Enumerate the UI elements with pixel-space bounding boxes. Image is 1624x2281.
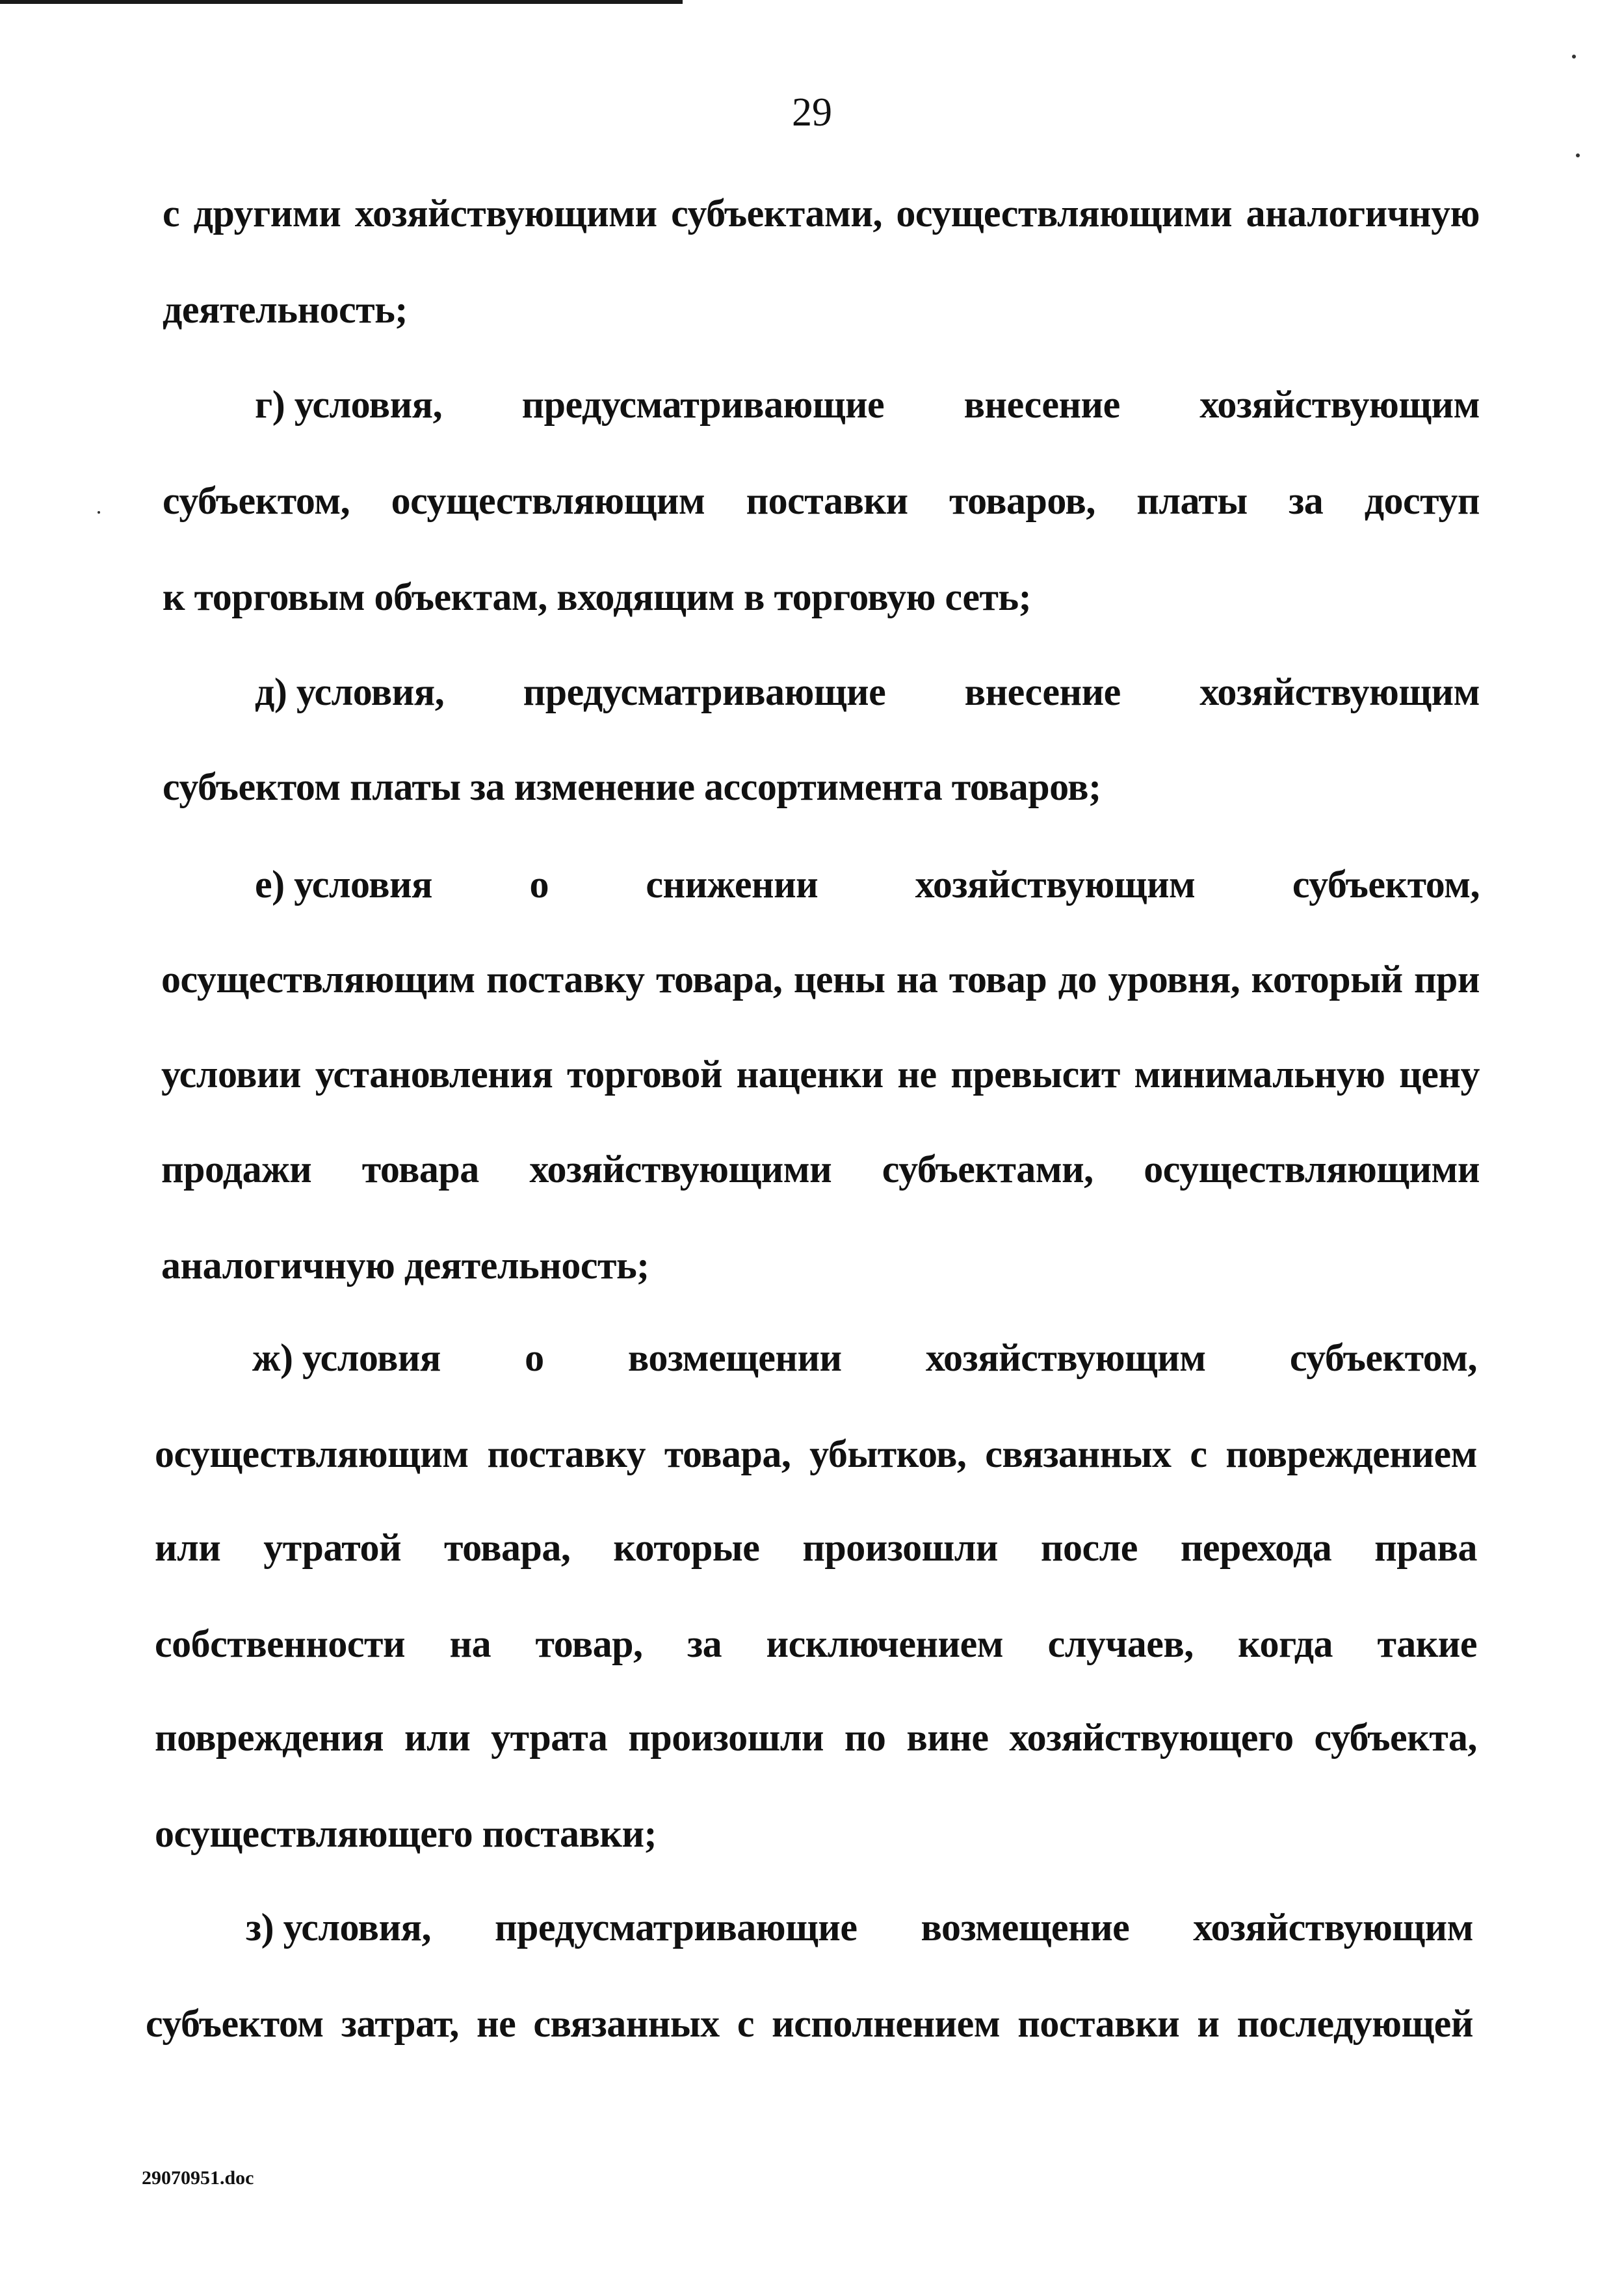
word: осуществляющим — [161, 958, 475, 1001]
word: товара, — [664, 1432, 791, 1475]
word: уровня, — [1108, 958, 1240, 1001]
word: когда — [1238, 1622, 1333, 1665]
text-line — [163, 767, 1101, 806]
top-border-rule — [0, 0, 683, 4]
word: осуществляющим — [155, 1432, 469, 1475]
word: аналогичную деятельность; — [161, 1244, 649, 1287]
word: связанных — [533, 2002, 720, 2045]
word: субъектами, — [671, 192, 882, 235]
word: хозяйствующим — [925, 1336, 1206, 1379]
word: убытков, — [809, 1432, 967, 1475]
word: последующей — [1237, 2002, 1473, 2045]
word: товара — [361, 1148, 479, 1191]
word: при — [1413, 958, 1480, 1001]
word: цены — [793, 958, 885, 1001]
word: внесение — [964, 670, 1121, 713]
word: товар — [949, 958, 1047, 1001]
word: аналогичную — [1246, 192, 1480, 235]
text-line — [161, 1055, 1480, 1094]
text-line — [155, 1434, 1477, 1473]
word: или — [404, 1716, 471, 1759]
word: хозяйствующими — [354, 192, 657, 235]
word: о — [525, 1336, 544, 1379]
word: предусматривающие — [521, 383, 885, 426]
word: за — [1289, 479, 1324, 522]
word: осуществляющими — [1144, 1148, 1480, 1191]
word: продажи — [161, 1148, 312, 1191]
word: такие — [1377, 1622, 1477, 1665]
text-line — [161, 960, 1480, 999]
word: товар, — [535, 1622, 643, 1665]
word: на — [449, 1622, 491, 1665]
word: на — [896, 958, 938, 1001]
word: исключением — [766, 1622, 1004, 1665]
word: хозяйствующими — [529, 1148, 832, 1191]
text-line — [155, 1718, 1477, 1757]
word: и — [1197, 2002, 1220, 2045]
text-line — [155, 1528, 1477, 1567]
word: собственности — [155, 1622, 406, 1665]
word: возмещение — [921, 1906, 1130, 1949]
word: или — [155, 1526, 221, 1569]
word: превысит — [950, 1053, 1120, 1096]
word: минимальную — [1134, 1053, 1385, 1096]
word: поставку — [487, 1432, 646, 1475]
word: снижении — [646, 863, 819, 906]
word: с — [1190, 1432, 1207, 1475]
word: затрат, — [341, 2002, 459, 2045]
word: торговой — [567, 1053, 722, 1096]
text-line — [163, 290, 408, 329]
word: вине — [906, 1716, 989, 1759]
word: субъектом, — [1289, 1336, 1477, 1379]
word: о — [529, 863, 549, 906]
word: цену — [1399, 1053, 1480, 1096]
word: хозяйствующим — [1199, 383, 1480, 426]
word: осуществляющего поставки; — [155, 1812, 657, 1855]
word: предусматривающие — [494, 1906, 858, 1949]
word: права — [1374, 1526, 1477, 1569]
word: перехода — [1180, 1526, 1332, 1569]
word: товара, — [443, 1526, 571, 1569]
word: д) условия, — [255, 670, 445, 713]
word: который — [1251, 958, 1403, 1001]
text-line — [255, 865, 1480, 904]
word: утрата — [491, 1716, 608, 1759]
word: осуществляющим — [391, 479, 705, 522]
word: г) условия, — [255, 383, 443, 426]
word: повреждения — [155, 1716, 384, 1759]
word: хозяйствующего — [1009, 1716, 1294, 1759]
word: платы — [1136, 479, 1248, 522]
word: повреждением — [1225, 1432, 1477, 1475]
text-line — [146, 2004, 1473, 2043]
text-line — [163, 194, 1480, 233]
text-line — [155, 1814, 657, 1853]
word: осуществляющими — [896, 192, 1233, 235]
word: не — [477, 2002, 516, 2045]
word: условии — [161, 1053, 301, 1096]
text-line — [161, 1246, 649, 1285]
word: внесение — [963, 383, 1120, 426]
word: товаров, — [949, 479, 1095, 522]
text-line — [255, 385, 1480, 424]
scan-speck — [98, 511, 100, 514]
word: с — [163, 192, 180, 235]
word: произошли — [628, 1716, 824, 1759]
word: з) условия, — [246, 1906, 431, 1949]
scan-speck — [1572, 55, 1576, 59]
word: субъектом платы за изменение ассортимента товаров; — [163, 765, 1101, 808]
word: наценки — [736, 1053, 884, 1096]
word: субъектом — [146, 2002, 324, 2045]
word: установления — [315, 1053, 553, 1096]
text-line — [161, 1150, 1480, 1189]
word: случаев, — [1047, 1622, 1194, 1665]
text-line — [255, 672, 1480, 711]
word: утратой — [263, 1526, 402, 1569]
word: хозяйствующим — [1193, 1906, 1473, 1949]
word: хозяйствующим — [915, 863, 1196, 906]
word: ж) условия — [252, 1336, 441, 1379]
word: субъектом, — [1292, 863, 1480, 906]
word: которые — [613, 1526, 760, 1569]
word: за — [687, 1622, 722, 1665]
word: товара, — [655, 958, 783, 1001]
word: к торговым объектам, входящим в торговую сеть; — [163, 575, 1032, 618]
word: предусматривающие — [523, 670, 886, 713]
word: деятельность; — [163, 288, 408, 331]
word: не — [897, 1053, 937, 1096]
text-line — [155, 1624, 1477, 1663]
word: по — [844, 1716, 886, 1759]
word: доступ — [1364, 479, 1480, 522]
word: с — [737, 2002, 754, 2045]
word: исполнением — [772, 2002, 1001, 2045]
text-line — [163, 481, 1480, 520]
word: возмещении — [627, 1336, 842, 1379]
word: субъекта, — [1314, 1716, 1477, 1759]
word: е) условия — [255, 863, 432, 906]
scan-speck — [1576, 153, 1580, 157]
word: другими — [193, 192, 341, 235]
word: поставку — [486, 958, 645, 1001]
word: произошли — [802, 1526, 998, 1569]
text-line — [163, 577, 1031, 616]
word: хозяйствующим — [1199, 670, 1480, 713]
text-line — [246, 1908, 1473, 1947]
text-line — [252, 1338, 1477, 1377]
word: субъектами, — [882, 1148, 1094, 1191]
word: поставки — [1017, 2002, 1180, 2045]
word: субъектом, — [163, 479, 350, 522]
word: поставки — [746, 479, 908, 522]
page-number: 29 — [792, 90, 832, 135]
document-filename: 29070951.doc — [142, 2167, 254, 2189]
word: связанных — [985, 1432, 1172, 1475]
word: до — [1058, 958, 1097, 1001]
word: после — [1040, 1526, 1138, 1569]
